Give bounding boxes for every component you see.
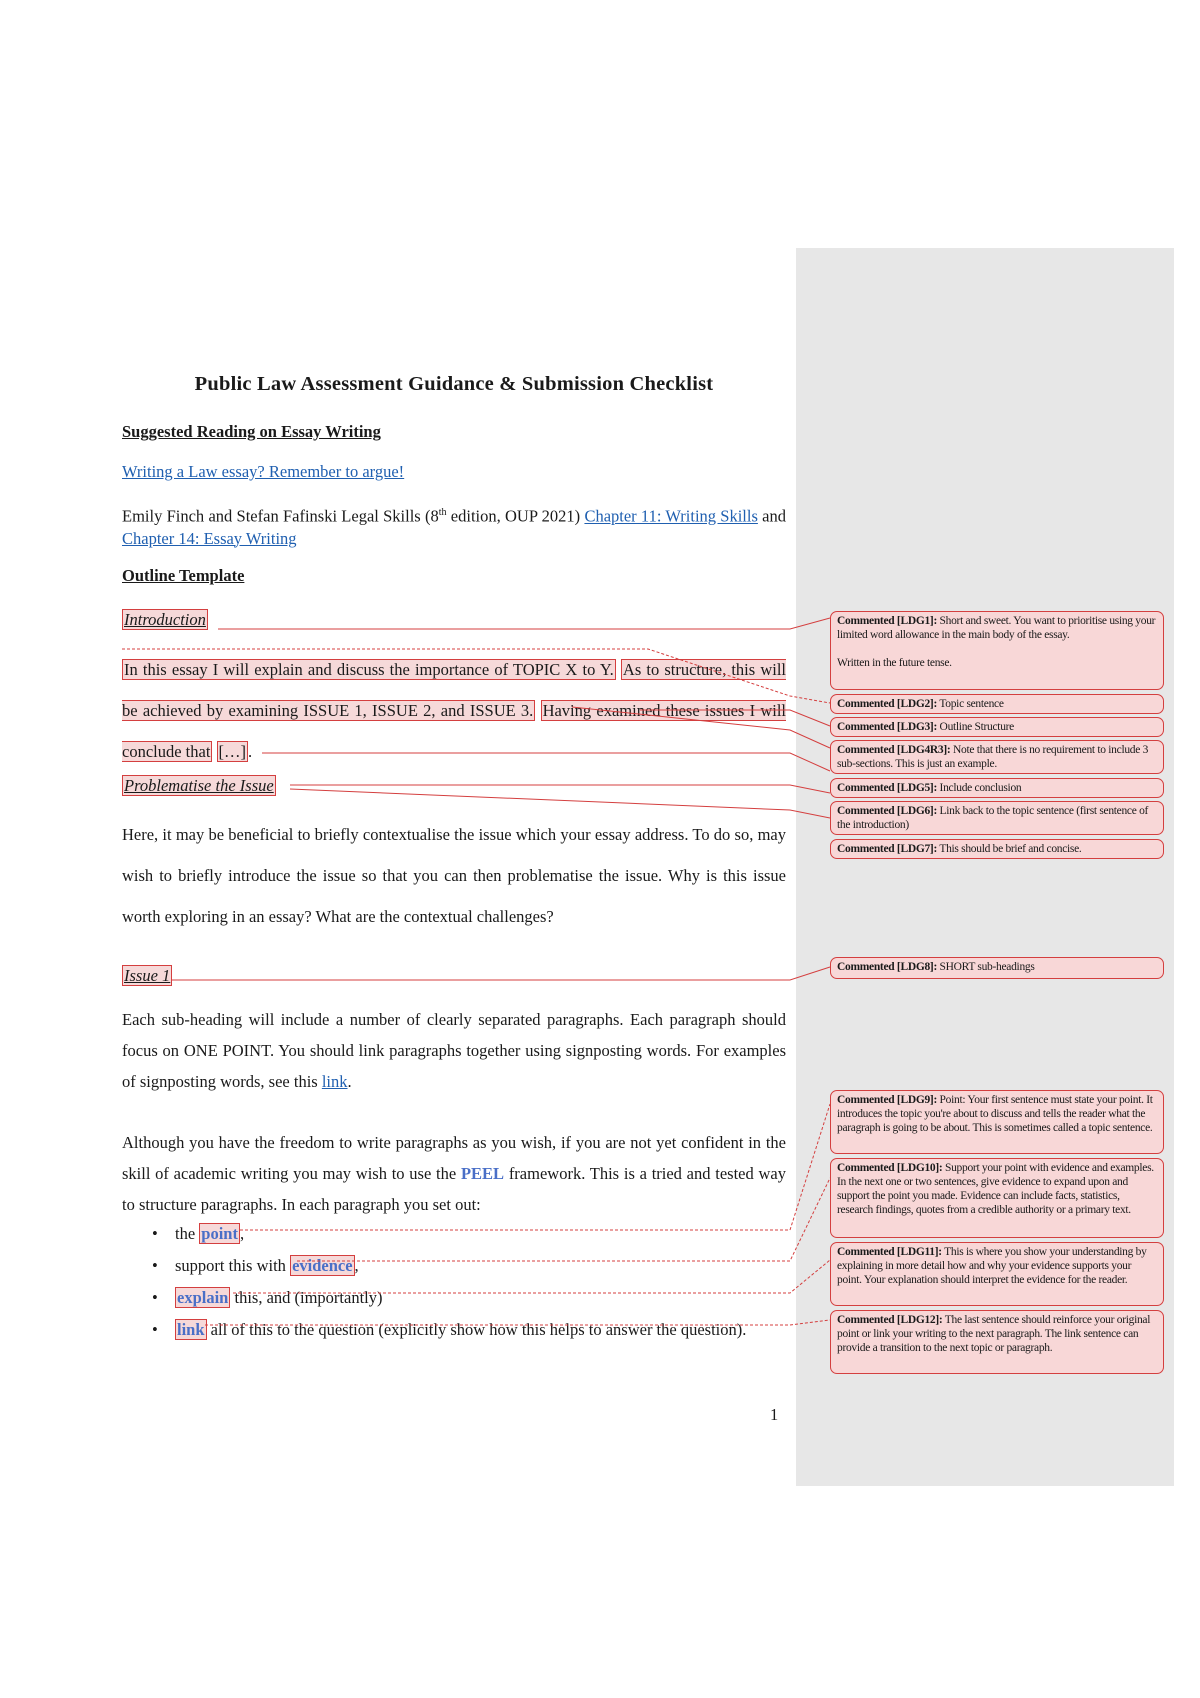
law-essay-link[interactable]: Writing a Law essay? Remember to argue! bbox=[122, 462, 405, 481]
comment-ldg6[interactable]: Commented [LDG6]: Link back to the topic sentence (first sentence of the introduction) bbox=[830, 801, 1164, 835]
finch-reference: Emily Finch and Stefan Fafinski Legal Skills (8th edition, OUP 2021) Chapter 11: Writing Skills and Chapter 14: Essay Writing bbox=[122, 506, 786, 548]
bullet-explain-keyword: explain bbox=[177, 1288, 229, 1307]
comment-ldg2[interactable]: Commented [LDG2]: Topic sentence bbox=[830, 694, 1164, 714]
introduction-label: Introduction bbox=[124, 610, 206, 629]
problematise-label: Problematise the Issue bbox=[124, 776, 274, 795]
page-number: 1 bbox=[770, 1405, 779, 1424]
bullet-point-keyword: point bbox=[201, 1224, 238, 1243]
peel-bullet-list bbox=[122, 1223, 786, 1351]
comment-ldg9[interactable]: Commented [LDG9]: Point: Your first sentence must state your point. It introduces the topic you're about to discuss and tells the reader what the paragraph is going to be about. This is sometimes called a topic sentence. bbox=[830, 1090, 1164, 1154]
issue-paragraph: Each sub-heading will include a number of clearly separated paragraphs. Each paragraph should focus on ONE POINT. You should link paragraphs together using signposting words. For examples of signposting words, see this link. bbox=[122, 1010, 786, 1091]
chapter-11-link[interactable]: Chapter 11: Writing Skills bbox=[584, 506, 758, 526]
bullet-evidence-keyword: evidence bbox=[292, 1256, 353, 1275]
comment-ldg1[interactable]: Commented [LDG1]: Short and sweet. You want to prioritise using your limited word allowance in the main body of the essay. Written in the future tense. bbox=[830, 611, 1164, 690]
list-item: • link all of this to the question (explicitly show how this helps to answer the question). bbox=[152, 1320, 747, 1339]
peel-keyword: PEEL bbox=[460, 1164, 505, 1183]
signposting-link[interactable]: link bbox=[321, 1072, 348, 1091]
intro-conclusion-sentence: Having examined these issues I will conclude that bbox=[122, 701, 787, 761]
chapter-14-link[interactable]: Chapter 14: Essay Writing bbox=[122, 528, 297, 548]
list-item: • explain this, and (importantly) bbox=[152, 1288, 383, 1307]
comment-ldg8[interactable]: Commented [LDG8]: SHORT sub-headings bbox=[830, 957, 1164, 979]
page-title: Public Law Assessment Guidance & Submission Checklist bbox=[194, 373, 714, 395]
intro-ellipsis: […] bbox=[218, 742, 247, 761]
intro-paragraph: In this essay I will explain and discuss the importance of TOPIC X to Y. As to structure, this will be achieved by examining ISSUE 1, ISSUE 2, and ISSUE 3. Having examined these issues I will conclude that […] . bbox=[122, 660, 787, 761]
comment-ldg3[interactable]: Commented [LDG3]: Outline Structure bbox=[830, 717, 1164, 737]
list-item: • support this with evidence , bbox=[152, 1256, 359, 1275]
comment-ldg5[interactable]: Commented [LDG5]: Include conclusion bbox=[830, 778, 1164, 798]
comment-ldg11[interactable]: Commented [LDG11]: This is where you show your understanding by explaining in more detail how and why your evidence supports your point. Your explanation should interpret the evidence for the reader. bbox=[830, 1242, 1164, 1306]
bullet-link-keyword: link bbox=[177, 1320, 205, 1339]
comment-ldg10[interactable]: Commented [LDG10]: Support your point with evidence and examples. In the next one or two sentences, give evidence to expand upon and support the point you made. Evidence can include facts, statistics, research findings, quotes from a credible authority or a primary text. bbox=[830, 1158, 1164, 1238]
issue-1-label: Issue 1 bbox=[124, 966, 171, 985]
outline-template-heading: Outline Template bbox=[122, 566, 245, 585]
suggested-reading-heading: Suggested Reading on Essay Writing bbox=[122, 422, 381, 441]
intro-topic-sentence: In this essay I will explain and discuss the importance of TOPIC X to Y. bbox=[124, 660, 614, 679]
problematise-paragraph: Here, it may be beneficial to briefly contextualise the issue which your essay address. To do so, may wish to briefly introduce the issue so that you can then problematise the issue. Why is this issue worth exploring in an essay? What are the contextual challenges? bbox=[122, 825, 786, 926]
comment-ldg7[interactable]: Commented [LDG7]: This should be brief and concise. bbox=[830, 839, 1164, 859]
peel-paragraph: Although you have the freedom to write paragraphs as you wish, if you are not yet confident in the skill of academic writing you may wish to use the PEEL framework. This is a tried and tested way to structure paragraphs. In each paragraph you set out: bbox=[122, 1133, 786, 1214]
list-item: • the point , bbox=[152, 1224, 245, 1243]
comment-ldg4r3[interactable]: Commented [LDG4R3]: Note that there is no requirement to include 3 sub-sections. This is just an example. bbox=[830, 740, 1164, 774]
intro-structure-sentence: As to structure, this will be achieved by examining ISSUE 1, ISSUE 2, and ISSUE 3. bbox=[122, 660, 786, 720]
comment-ldg12[interactable]: Commented [LDG12]: The last sentence should reinforce your original point or link your writing to the next paragraph. The link sentence can provide a transition to the next topic or paragraph. bbox=[830, 1310, 1164, 1374]
